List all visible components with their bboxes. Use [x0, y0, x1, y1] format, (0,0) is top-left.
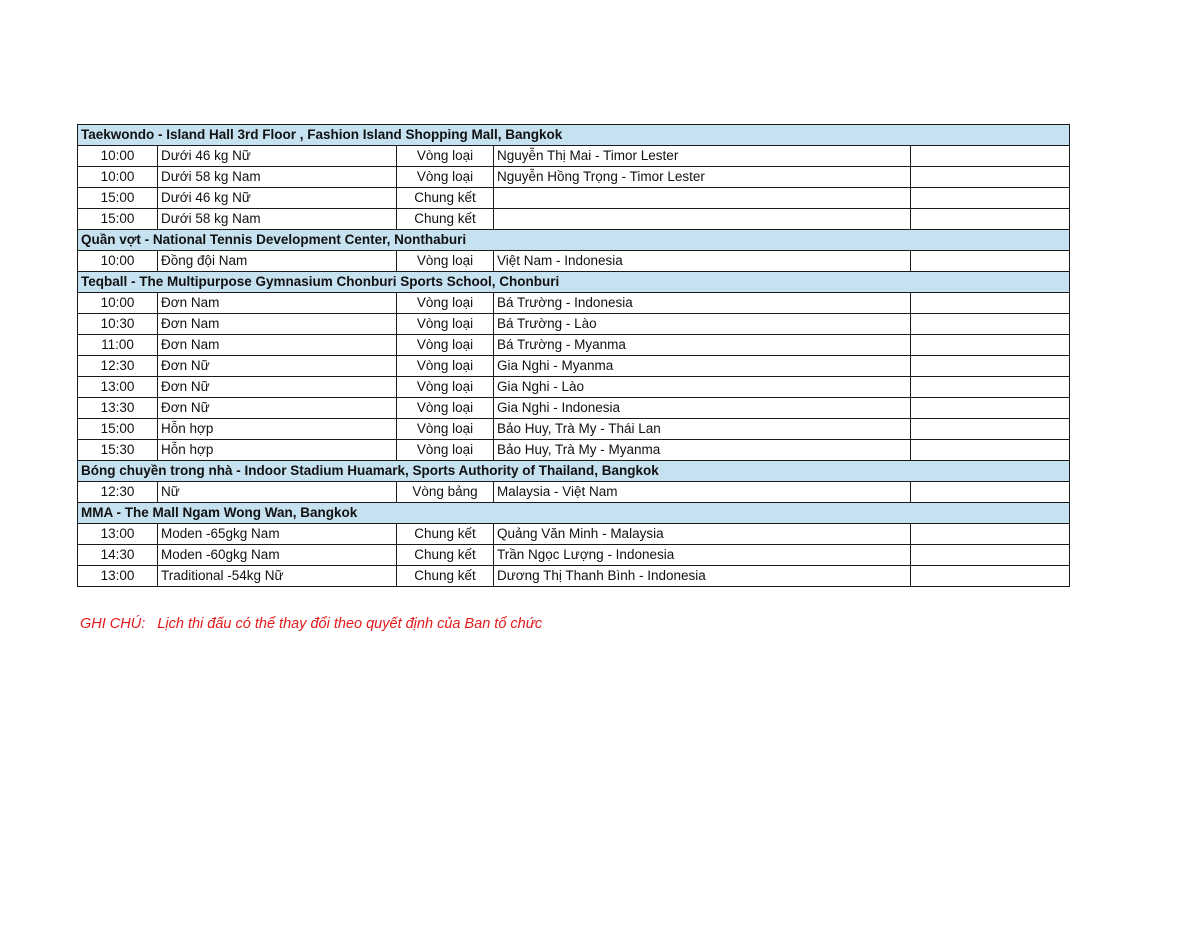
event-cell: Đơn Nữ	[158, 398, 397, 419]
match-cell: Dương Thị Thanh Bình - Indonesia	[494, 566, 911, 587]
match-cell: Bá Trường - Lào	[494, 314, 911, 335]
table-row	[78, 482, 1070, 503]
extra-cell	[911, 335, 1070, 356]
time-cell: 14:30	[78, 545, 158, 566]
extra-cell	[911, 209, 1070, 230]
round-cell: Chung kết	[397, 545, 494, 566]
extra-cell	[911, 419, 1070, 440]
time-cell: 10:30	[78, 314, 158, 335]
section-header	[78, 503, 1070, 524]
match-cell: Gia Nghi - Indonesia	[494, 398, 911, 419]
round-cell: Chung kết	[397, 188, 494, 209]
match-cell: Bảo Huy, Trà My - Thái Lan	[494, 419, 911, 440]
table-row	[78, 188, 1070, 209]
time-cell: 13:00	[78, 524, 158, 545]
table-row	[78, 335, 1070, 356]
section-title: Taekwondo - Island Hall 3rd Floor , Fashion Island Shopping Mall, Bangkok	[78, 125, 1070, 146]
time-cell: 15:00	[78, 419, 158, 440]
match-cell: Việt Nam - Indonesia	[494, 251, 911, 272]
match-cell	[494, 209, 911, 230]
event-cell: Hỗn hợp	[158, 440, 397, 461]
round-cell: Vòng loại	[397, 356, 494, 377]
time-cell: 11:00	[78, 335, 158, 356]
section-header	[78, 230, 1070, 251]
event-cell: Dưới 58 kg Nam	[158, 167, 397, 188]
table-row	[78, 524, 1070, 545]
time-cell: 15:00	[78, 209, 158, 230]
round-cell: Vòng loại	[397, 314, 494, 335]
match-cell: Bá Trường - Indonesia	[494, 293, 911, 314]
extra-cell	[911, 440, 1070, 461]
round-cell: Chung kết	[397, 209, 494, 230]
time-cell: 10:00	[78, 293, 158, 314]
extra-cell	[911, 314, 1070, 335]
match-cell: Malaysia - Việt Nam	[494, 482, 911, 503]
time-cell: 13:00	[78, 566, 158, 587]
extra-cell	[911, 377, 1070, 398]
table-row	[78, 356, 1070, 377]
time-cell: 15:00	[78, 188, 158, 209]
event-cell: Đơn Nam	[158, 335, 397, 356]
round-cell: Vòng loại	[397, 146, 494, 167]
extra-cell	[911, 251, 1070, 272]
match-cell: Bảo Huy, Trà My - Myanma	[494, 440, 911, 461]
table-row	[78, 545, 1070, 566]
match-cell: Gia Nghi - Lào	[494, 377, 911, 398]
section-title: Bóng chuyền trong nhà - Indoor Stadium Huamark, Sports Authority of Thailand, Bangkok	[78, 461, 1070, 482]
schedule-table	[77, 124, 1070, 587]
event-cell: Đơn Nữ	[158, 356, 397, 377]
round-cell: Chung kết	[397, 566, 494, 587]
event-cell: Traditional -54kg Nữ	[158, 566, 397, 587]
match-cell: Trần Ngọc Lượng - Indonesia	[494, 545, 911, 566]
time-cell: 10:00	[78, 251, 158, 272]
extra-cell	[911, 398, 1070, 419]
table-row	[78, 440, 1070, 461]
round-cell: Chung kết	[397, 524, 494, 545]
extra-cell	[911, 356, 1070, 377]
match-cell	[494, 188, 911, 209]
section-header	[78, 125, 1070, 146]
table-row	[78, 251, 1070, 272]
time-cell: 13:30	[78, 398, 158, 419]
extra-cell	[911, 188, 1070, 209]
time-cell: 15:30	[78, 440, 158, 461]
round-cell: Vòng bảng	[397, 482, 494, 503]
extra-cell	[911, 293, 1070, 314]
table-row	[78, 398, 1070, 419]
event-cell: Dưới 46 kg Nữ	[158, 146, 397, 167]
schedule-note: GHI CHÚ: Lịch thi đấu có thể thay đổi theo quyết định của Ban tổ chức	[80, 616, 543, 632]
table-row	[78, 419, 1070, 440]
event-cell: Đồng đội Nam	[158, 251, 397, 272]
event-cell: Hỗn hợp	[158, 419, 397, 440]
table-row	[78, 314, 1070, 335]
table-row	[78, 146, 1070, 167]
extra-cell	[911, 545, 1070, 566]
time-cell: 10:00	[78, 167, 158, 188]
section-header	[78, 272, 1070, 293]
extra-cell	[911, 524, 1070, 545]
extra-cell	[911, 146, 1070, 167]
event-cell: Moden -65gkg Nam	[158, 524, 397, 545]
event-cell: Đơn Nữ	[158, 377, 397, 398]
round-cell: Vòng loại	[397, 419, 494, 440]
event-cell: Moden -60gkg Nam	[158, 545, 397, 566]
time-cell: 13:00	[78, 377, 158, 398]
match-cell: Quảng Văn Minh - Malaysia	[494, 524, 911, 545]
table-row	[78, 566, 1070, 587]
table-row	[78, 209, 1070, 230]
table-row	[78, 377, 1070, 398]
extra-cell	[911, 566, 1070, 587]
table-row	[78, 167, 1070, 188]
event-cell: Đơn Nam	[158, 314, 397, 335]
match-cell: Nguyễn Hồng Trọng - Timor Lester	[494, 167, 911, 188]
event-cell: Nữ	[158, 482, 397, 503]
time-cell: 12:30	[78, 356, 158, 377]
round-cell: Vòng loại	[397, 167, 494, 188]
round-cell: Vòng loại	[397, 398, 494, 419]
extra-cell	[911, 482, 1070, 503]
time-cell: 12:30	[78, 482, 158, 503]
section-header	[78, 461, 1070, 482]
extra-cell	[911, 167, 1070, 188]
match-cell: Bá Trường - Myanma	[494, 335, 911, 356]
event-cell: Đơn Nam	[158, 293, 397, 314]
match-cell: Nguyễn Thị Mai - Timor Lester	[494, 146, 911, 167]
section-title: Teqball - The Multipurpose Gymnasium Chonburi Sports School, Chonburi	[78, 272, 1070, 293]
round-cell: Vòng loại	[397, 335, 494, 356]
section-title: Quần vợt - National Tennis Development Center, Nonthaburi	[78, 230, 1070, 251]
time-cell: 10:00	[78, 146, 158, 167]
event-cell: Dưới 58 kg Nam	[158, 209, 397, 230]
round-cell: Vòng loại	[397, 377, 494, 398]
round-cell: Vòng loại	[397, 293, 494, 314]
match-cell: Gia Nghi - Myanma	[494, 356, 911, 377]
event-cell: Dưới 46 kg Nữ	[158, 188, 397, 209]
round-cell: Vòng loại	[397, 251, 494, 272]
section-title: MMA - The Mall Ngam Wong Wan, Bangkok	[78, 503, 1070, 524]
round-cell: Vòng loại	[397, 440, 494, 461]
table-row	[78, 293, 1070, 314]
